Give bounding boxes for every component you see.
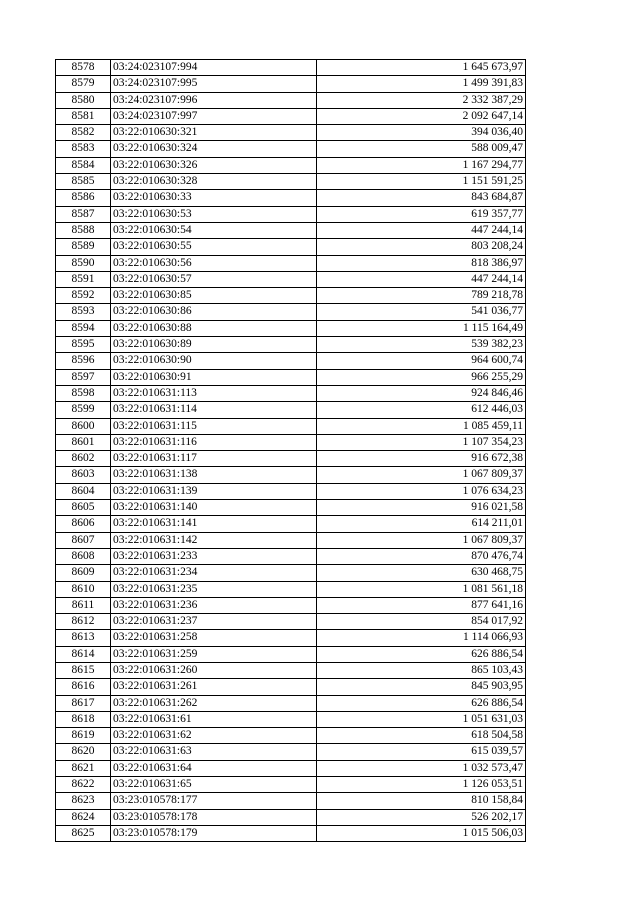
table-row: [56, 467, 526, 483]
row-number-cell: 8581: [56, 108, 111, 124]
table-row: [56, 630, 526, 646]
value-cell: 630 468,75: [317, 565, 526, 581]
row-number-cell: 8619: [56, 728, 111, 744]
cadastral-number-cell: 03:22:010631:142: [111, 532, 317, 548]
table-row: [56, 125, 526, 141]
value-cell: 2 332 387,29: [317, 92, 526, 108]
value-cell: 964 600,74: [317, 353, 526, 369]
value-cell: 1 499 391,83: [317, 76, 526, 92]
value-cell: 865 103,43: [317, 662, 526, 678]
value-cell: 1 032 573,47: [317, 760, 526, 776]
row-number-cell: 8616: [56, 679, 111, 695]
value-cell: 1 081 561,18: [317, 581, 526, 597]
table-row: [56, 744, 526, 760]
cadastral-number-cell: 03:22:010630:33: [111, 190, 317, 206]
row-number-cell: 8592: [56, 288, 111, 304]
table-row: [56, 353, 526, 369]
cadastral-number-cell: 03:22:010631:65: [111, 777, 317, 793]
cadastral-number-cell: 03:24:023107:996: [111, 92, 317, 108]
cadastral-number-cell: 03:22:010631:236: [111, 597, 317, 613]
row-number-cell: 8582: [56, 125, 111, 141]
value-cell: 618 504,58: [317, 728, 526, 744]
row-number-cell: 8598: [56, 385, 111, 401]
table-row: [56, 679, 526, 695]
table-row: [56, 320, 526, 336]
table-row: [56, 174, 526, 190]
row-number-cell: 8613: [56, 630, 111, 646]
value-cell: 1 114 066,93: [317, 630, 526, 646]
cadastral-number-cell: 03:22:010631:138: [111, 467, 317, 483]
value-cell: 1 051 631,03: [317, 711, 526, 727]
table-row: [56, 614, 526, 630]
cadastral-number-cell: 03:22:010631:233: [111, 548, 317, 564]
value-cell: 924 846,46: [317, 385, 526, 401]
cadastral-number-cell: 03:22:010631:234: [111, 565, 317, 581]
table-row: [56, 402, 526, 418]
value-cell: 1 067 809,37: [317, 532, 526, 548]
table-row: [56, 825, 526, 841]
row-number-cell: 8609: [56, 565, 111, 581]
cadastral-number-cell: 03:22:010631:113: [111, 385, 317, 401]
row-number-cell: 8606: [56, 516, 111, 532]
value-cell: 612 446,03: [317, 402, 526, 418]
cadastral-number-cell: 03:22:010631:116: [111, 434, 317, 450]
value-cell: 447 244,14: [317, 222, 526, 238]
table-row: [56, 418, 526, 434]
cadastral-number-cell: 03:22:010631:141: [111, 516, 317, 532]
value-cell: 619 357,77: [317, 206, 526, 222]
value-cell: 818 386,97: [317, 255, 526, 271]
cadastral-number-cell: 03:22:010630:326: [111, 157, 317, 173]
value-cell: 1 151 591,25: [317, 174, 526, 190]
table-row: [56, 516, 526, 532]
table-row: [56, 222, 526, 238]
row-number-cell: 8600: [56, 418, 111, 434]
value-cell: 614 211,01: [317, 516, 526, 532]
row-number-cell: 8603: [56, 467, 111, 483]
table-row: [56, 809, 526, 825]
row-number-cell: 8624: [56, 809, 111, 825]
row-number-cell: 8615: [56, 662, 111, 678]
row-number-cell: 8586: [56, 190, 111, 206]
value-cell: 526 202,17: [317, 809, 526, 825]
table-row: [56, 369, 526, 385]
table-row: [56, 157, 526, 173]
cadastral-number-cell: 03:22:010630:91: [111, 369, 317, 385]
row-number-cell: 8601: [56, 434, 111, 450]
row-number-cell: 8589: [56, 239, 111, 255]
row-number-cell: 8594: [56, 320, 111, 336]
cadastral-number-cell: 03:22:010631:259: [111, 646, 317, 662]
table-row: [56, 434, 526, 450]
table-row: [56, 141, 526, 157]
row-number-cell: 8625: [56, 825, 111, 841]
row-number-cell: 8585: [56, 174, 111, 190]
value-cell: 803 208,24: [317, 239, 526, 255]
row-number-cell: 8620: [56, 744, 111, 760]
row-number-cell: 8607: [56, 532, 111, 548]
cadastral-number-cell: 03:22:010630:57: [111, 271, 317, 287]
cadastral-number-cell: 03:22:010630:53: [111, 206, 317, 222]
cadastral-number-cell: 03:23:010578:178: [111, 809, 317, 825]
table-row: [56, 60, 526, 76]
cadastral-number-cell: 03:22:010630:86: [111, 304, 317, 320]
cadastral-number-cell: 03:22:010631:258: [111, 630, 317, 646]
value-cell: 1 115 164,49: [317, 320, 526, 336]
table-row: [56, 239, 526, 255]
value-cell: 2 092 647,14: [317, 108, 526, 124]
table-row: [56, 728, 526, 744]
cadastral-number-cell: 03:22:010630:85: [111, 288, 317, 304]
row-number-cell: 8605: [56, 500, 111, 516]
value-cell: 916 672,38: [317, 451, 526, 467]
value-cell: 1 107 354,23: [317, 434, 526, 450]
table-row: [56, 92, 526, 108]
table-row: [56, 337, 526, 353]
row-number-cell: 8596: [56, 353, 111, 369]
row-number-cell: 8579: [56, 76, 111, 92]
row-number-cell: 8618: [56, 711, 111, 727]
row-number-cell: 8578: [56, 60, 111, 76]
row-number-cell: 8590: [56, 255, 111, 271]
cadastral-number-cell: 03:22:010631:235: [111, 581, 317, 597]
row-number-cell: 8591: [56, 271, 111, 287]
cadastral-number-cell: 03:22:010630:321: [111, 125, 317, 141]
value-cell: 789 218,78: [317, 288, 526, 304]
cadastral-number-cell: 03:22:010631:237: [111, 614, 317, 630]
cadastral-number-cell: 03:22:010630:328: [111, 174, 317, 190]
row-number-cell: 8622: [56, 777, 111, 793]
cadastral-number-cell: 03:22:010631:140: [111, 500, 317, 516]
cadastral-number-cell: 03:24:023107:995: [111, 76, 317, 92]
table-row: [56, 695, 526, 711]
cadastral-number-cell: 03:22:010631:261: [111, 679, 317, 695]
table-row: [56, 108, 526, 124]
row-number-cell: 8602: [56, 451, 111, 467]
cadastral-number-cell: 03:22:010631:117: [111, 451, 317, 467]
row-number-cell: 8580: [56, 92, 111, 108]
table-row: [56, 190, 526, 206]
cadastral-number-cell: 03:22:010630:90: [111, 353, 317, 369]
table-row: [56, 646, 526, 662]
cadastral-number-cell: 03:22:010631:139: [111, 483, 317, 499]
row-number-cell: 8617: [56, 695, 111, 711]
table-row: [56, 483, 526, 499]
table-row: [56, 711, 526, 727]
row-number-cell: 8584: [56, 157, 111, 173]
row-number-cell: 8595: [56, 337, 111, 353]
value-cell: 447 244,14: [317, 271, 526, 287]
table-row: [56, 206, 526, 222]
table-row: [56, 662, 526, 678]
row-number-cell: 8612: [56, 614, 111, 630]
table-row: [56, 500, 526, 516]
table-row: [56, 793, 526, 809]
cadastral-number-cell: 03:23:010578:179: [111, 825, 317, 841]
table-row: [56, 385, 526, 401]
registry-table: [55, 59, 526, 842]
value-cell: 626 886,54: [317, 695, 526, 711]
value-cell: 541 036,77: [317, 304, 526, 320]
cadastral-number-cell: 03:22:010630:324: [111, 141, 317, 157]
value-cell: 1 067 809,37: [317, 467, 526, 483]
cadastral-number-cell: 03:24:023107:997: [111, 108, 317, 124]
row-number-cell: 8599: [56, 402, 111, 418]
table-row: [56, 548, 526, 564]
cadastral-number-cell: 03:22:010631:63: [111, 744, 317, 760]
table-row: [56, 565, 526, 581]
table-row: [56, 288, 526, 304]
cadastral-number-cell: 03:22:010630:54: [111, 222, 317, 238]
value-cell: 916 021,58: [317, 500, 526, 516]
row-number-cell: 8610: [56, 581, 111, 597]
table-row: [56, 76, 526, 92]
value-cell: 1 085 459,11: [317, 418, 526, 434]
registry-table-body: [56, 60, 526, 842]
cadastral-number-cell: 03:22:010630:56: [111, 255, 317, 271]
value-cell: 870 476,74: [317, 548, 526, 564]
table-row: [56, 760, 526, 776]
cadastral-number-cell: 03:23:010578:177: [111, 793, 317, 809]
row-number-cell: 8608: [56, 548, 111, 564]
value-cell: 877 641,16: [317, 597, 526, 613]
cadastral-number-cell: 03:22:010630:55: [111, 239, 317, 255]
cadastral-number-cell: 03:22:010631:260: [111, 662, 317, 678]
row-number-cell: 8593: [56, 304, 111, 320]
value-cell: 588 009,47: [317, 141, 526, 157]
value-cell: 854 017,92: [317, 614, 526, 630]
table-row: [56, 304, 526, 320]
row-number-cell: 8623: [56, 793, 111, 809]
cadastral-number-cell: 03:22:010631:62: [111, 728, 317, 744]
cadastral-number-cell: 03:24:023107:994: [111, 60, 317, 76]
cadastral-number-cell: 03:22:010630:88: [111, 320, 317, 336]
table-row: [56, 532, 526, 548]
cadastral-number-cell: 03:22:010631:115: [111, 418, 317, 434]
row-number-cell: 8588: [56, 222, 111, 238]
cadastral-number-cell: 03:22:010631:262: [111, 695, 317, 711]
row-number-cell: 8621: [56, 760, 111, 776]
value-cell: 626 886,54: [317, 646, 526, 662]
row-number-cell: 8614: [56, 646, 111, 662]
table-row: [56, 597, 526, 613]
table-row: [56, 271, 526, 287]
value-cell: 1 076 634,23: [317, 483, 526, 499]
row-number-cell: 8597: [56, 369, 111, 385]
value-cell: 615 039,57: [317, 744, 526, 760]
row-number-cell: 8604: [56, 483, 111, 499]
table-row: [56, 777, 526, 793]
value-cell: 845 903,95: [317, 679, 526, 695]
value-cell: 1 167 294,77: [317, 157, 526, 173]
cadastral-number-cell: 03:22:010630:89: [111, 337, 317, 353]
cadastral-number-cell: 03:22:010631:114: [111, 402, 317, 418]
table-row: [56, 451, 526, 467]
cadastral-number-cell: 03:22:010631:64: [111, 760, 317, 776]
value-cell: 1 126 053,51: [317, 777, 526, 793]
table-row: [56, 581, 526, 597]
value-cell: 539 382,23: [317, 337, 526, 353]
value-cell: 810 158,84: [317, 793, 526, 809]
value-cell: 1 015 506,03: [317, 825, 526, 841]
value-cell: 394 036,40: [317, 125, 526, 141]
value-cell: 966 255,29: [317, 369, 526, 385]
row-number-cell: 8583: [56, 141, 111, 157]
row-number-cell: 8611: [56, 597, 111, 613]
value-cell: 1 645 673,97: [317, 60, 526, 76]
value-cell: 843 684,87: [317, 190, 526, 206]
row-number-cell: 8587: [56, 206, 111, 222]
table-row: [56, 255, 526, 271]
cadastral-number-cell: 03:22:010631:61: [111, 711, 317, 727]
